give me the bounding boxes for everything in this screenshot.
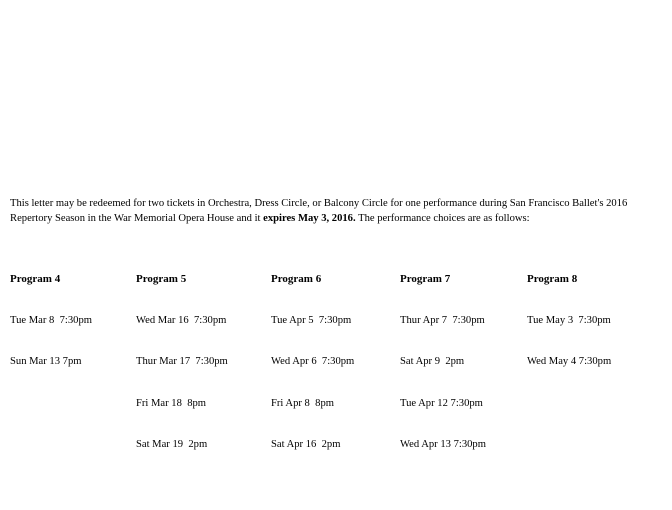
expiration-text: expires May 3, 2016. [263,213,356,224]
performance-date: Wed Apr 13 7:30pm [400,439,486,451]
performance-date: Tue Mar 8 7:30pm [10,314,93,326]
performance-date: Sat Apr 9 2pm [400,356,465,368]
program-title: Program 7 [400,272,451,285]
performance-date: Wed Mar 16 7:30pm [136,314,227,326]
program-5-column [136,245,228,480]
intro-closing-text: The performance choices are as follows: [355,213,530,224]
program-title: Program 8 [527,272,578,285]
intro-text: This letter may be redeemed for two tickets in Orchestra, Dress Circle, or Balcony Circle for one performance during San Francisco Ballet's 2016 Repertory Season in the War Memorial Opera House and it [10,198,628,224]
program-6-column [271,245,354,480]
program-8-column [527,245,611,397]
performance-date: Fri Mar 18 8pm [136,397,207,409]
performance-date: Thur Apr 7 7:30pm [400,314,485,326]
program-7-column [400,245,486,480]
performance-date: Sun Mar 13 7pm [10,356,82,368]
performance-date: Tue Apr 12 7:30pm [400,397,483,409]
program-title: Program 4 [10,272,61,285]
program-4-column [10,245,92,397]
performance-date: Fri Apr 8 8pm [271,397,334,409]
redemption-paragraph [10,196,666,226]
program-schedule [0,245,672,451]
performance-date: Tue Apr 5 7:30pm [271,314,352,326]
performance-date: Wed May 4 7:30pm [527,356,612,368]
performance-date: Wed Apr 6 7:30pm [271,356,355,368]
program-title: Program 6 [271,272,322,285]
performance-date: Thur Mar 17 7:30pm [136,356,228,368]
performance-date: Sat Mar 19 2pm [136,439,208,451]
program-title: Program 5 [136,272,187,285]
performance-date: Sat Apr 16 2pm [271,439,341,451]
performance-date: Tue May 3 7:30pm [527,314,611,326]
